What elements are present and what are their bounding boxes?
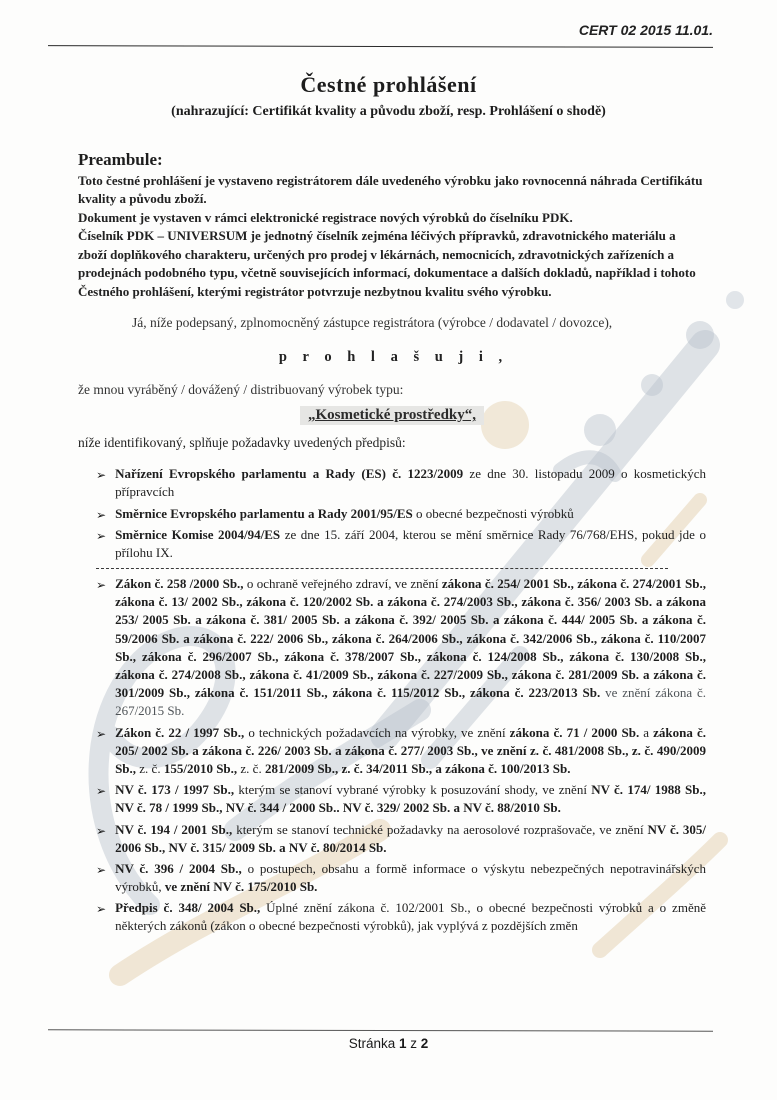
dashed-separator — [96, 568, 668, 569]
regulation-text: Směrnice Evropského parlamentu a Rady 2001/95/ES o obecné bezpečnosti výrobků — [115, 505, 574, 521]
footer-page-word: Stránka — [348, 1036, 396, 1051]
regulation-text: Směrnice Komise 2004/94/ES ze dne 15. září 2004, kterou se mění směrnice Rady 76/768/EHS, pokud jde o přílohu IX. — [115, 526, 706, 560]
regulation-text: NV č. 396 / 2004 Sb., o postupech, obsahu a formě informace o výskytu nebezpečných nepotravinářských výrobků, ve znění NV č. 175/2010 Sb. — [115, 860, 706, 895]
regulation-item — [96, 781, 706, 817]
document-body — [78, 150, 706, 939]
page-footer — [0, 1036, 777, 1051]
regulation-text: Předpis č. 348/ 2004 Sb., Úplné znění zákona č. 102/2001 Sb., o obecné bezpečnosti výrobků a o změně některých zákonů (zákon o obecné bezpečnosti výrobků), jak vyplývá z pozdějších změn — [115, 900, 706, 934]
regulation-item — [96, 505, 706, 523]
regulation-item — [96, 860, 706, 896]
bullet-arrow-icon: ➢ — [96, 726, 107, 741]
bullet-arrow-icon: ➢ — [96, 784, 107, 799]
regulations-list-national — [78, 575, 706, 936]
regulation-text: Nařízení Evropského parlamentu a Rady (ES) č. 1223/2009 ze dne 30. listopadu 2009 o kosmetických přípravcích — [115, 466, 706, 500]
regulation-item — [96, 821, 706, 857]
footer-of-word: z — [410, 1036, 418, 1051]
product-type-row — [78, 406, 706, 425]
regulation-text: Zákon č. 22 / 1997 Sb., o technických požadavcích na výrobky, ve znění zákona č. 71 / 2000 Sb. a zákona č. 205/ 2002 Sb. a zákona č. 226/ 2003 Sb. a zákona č. 277/ 2003 Sb., ve znění z. č. 481/2008 Sb., z. č. 490/2009 Sb., z. č. 155/2010 Sb., z. č. 281/2009 Sb., z. č. 34/2011 Sb., a zákona č. 100/2013 Sb. — [115, 724, 706, 776]
regulation-text: Zákon č. 258 /2000 Sb., o ochraně veřejného zdraví, ve znění zákona č. 254/ 2001 Sb., zákona č. 274/2001 Sb., zákona č. 13/ 2002 Sb., zákona č. 120/2002 Sb. a zákona č. 274/2003 Sb., zákona č. 356/ 2003 Sb. a zákona 253/ 2005 Sb. a zákona č. 381/ 2005 Sb. a zákona č. 392/ 2005 Sb. a zákona č. 444/ 2005 Sb. a zákona č. 59/2006 Sb. a zákona č. 222/ 2006 Sb., zákona č. 264/2006 Sb., zákona č. 342/2006 Sb., zákona č. 110/2007 Sb., zákona č. 296/2007 Sb., zákona č. 378/2007 Sb., zákona č. 124/2008 Sb., zákona č. 130/2008 Sb., zákona č. 274/2008 Sb., zákona č. 41/2009 Sb., zákona č. 227/2009 Sb., zákona č. 281/2009 Sb. a zákona č. 301/2009 Sb., zákona č. 151/2011 Sb., zákona č. 115/2012 Sb., zákona č. 223/2013 Sb. ve znění zákona č. 267/2015 Sb. — [115, 576, 706, 719]
footer-total-pages: 2 — [420, 1036, 429, 1051]
document-title: Čestné prohlášení — [300, 72, 477, 97]
regulation-text: NV č. 173 / 1997 Sb., kterým se stanoví vybrané výrobky k posuzování shody, ve znění NV č. 174/ 1988 Sb., NV č. 78 / 1999 Sb., NV č. 344 / 2000 Sb.. NV č. 329/ 2002 Sb. a NV č. 88/2010 Sb. — [115, 782, 706, 816]
regulation-text: NV č. 194 / 2001 Sb., kterým se stanoví technické požadavky na aerosolové rozprašovače, ve znění NV č. 305/ 2006 Sb., NV č. 315/ 2009 Sb. a NV č. 80/2014 Sb. — [115, 821, 706, 855]
preamble-line: Číselník PDK – UNIVERSUM je jednotný číselník zejména léčivých přípravků, zdravotnického materiálu a zboží doplňkového charakteru, určených pro prodej v lékárnách, nemocnicích, zdravotnických zařízeních a prodejnách podobného typu, včetně souvisejících informací, dokumentace a dalších dokladů, například i tohoto Čestného prohlášení, kterými registrátor potvrzuje nezbytnou kvalitu svého výrobku. — [78, 228, 696, 299]
bullet-arrow-icon: ➢ — [96, 902, 107, 917]
document-subtitle: (nahrazující: Certifikát kvality a původu zboží, resp. Prohlášení o shodě) — [171, 104, 606, 119]
bullet-arrow-icon: ➢ — [96, 507, 107, 522]
regulation-item — [96, 465, 706, 501]
requirements-intro: níže identifikovaný, splňuje požadavky uvedených předpisů: — [78, 435, 406, 451]
bullet-arrow-icon: ➢ — [96, 823, 107, 838]
product-type-label: „Kosmetické prostředky“, — [300, 406, 484, 425]
product-type-intro: že mnou vyráběný / dovážený / distribuovaný výrobek typu: — [78, 382, 404, 398]
preamble-heading: Preambule: — [78, 150, 163, 169]
regulation-item — [96, 724, 706, 779]
bullet-arrow-icon: ➢ — [96, 528, 107, 543]
bullet-arrow-icon: ➢ — [96, 468, 107, 483]
footer-rule — [48, 1029, 713, 1031]
document-code: CERT 02 2015 11.01. — [578, 22, 713, 38]
footer-page-number: 1 — [398, 1036, 407, 1051]
bullet-arrow-icon: ➢ — [96, 578, 107, 593]
preamble-line: Dokument je vystaven v rámci elektronické registrace nových výrobků do číselníku PDK. — [78, 209, 573, 225]
regulations-list-eu — [78, 465, 706, 562]
preamble-line: Toto čestné prohlášení je vystaveno registrátorem dále uvedeného výrobku jako rovnocenná náhrada Certifikátu kvality a původu zboží. — [78, 173, 703, 207]
bullet-arrow-icon: ➢ — [96, 862, 107, 877]
declaration-word: p r o h l a š u j i , — [278, 349, 506, 366]
regulation-item — [96, 575, 706, 721]
header-rule — [48, 45, 713, 48]
regulation-item — [96, 526, 706, 562]
regulation-item — [96, 899, 706, 935]
declaration-intro: Já, níže podepsaný, zplnomocněný zástupce registrátora (výrobce / dodavatel / dovozce), — [132, 315, 613, 331]
